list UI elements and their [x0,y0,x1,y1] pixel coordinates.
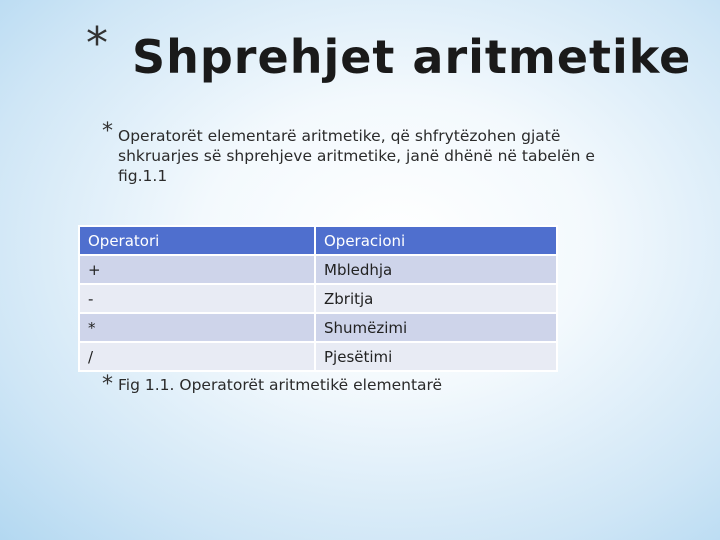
header-operator: Operatori [79,226,315,255]
table-row [79,255,557,284]
table-row [79,284,557,313]
operation-cell: Zbritja [315,284,557,313]
intro-bullet [102,119,604,186]
slide-title: Shprehjet aritmetike [132,30,692,84]
table-row [79,313,557,342]
operator-cell: - [79,284,315,313]
table-header-row [79,226,557,255]
operation-cell: Mbledhja [315,255,557,284]
table-row [79,342,557,371]
operators-table [78,225,558,372]
operation-cell: Shumëzimi [315,313,557,342]
figure-caption [102,372,564,397]
title-bullet-star: * [86,18,108,69]
operation-cell: Pjesëtimi [315,342,557,371]
caption-text: Fig 1.1. Operatorët aritmetikë elementarë [118,376,443,394]
operator-cell: + [79,255,315,284]
bullet-star-icon: * [102,119,113,144]
operator-cell: * [79,313,315,342]
bullet-star-icon: * [102,372,113,397]
operator-cell: / [79,342,315,371]
header-operation: Operacioni [315,226,557,255]
intro-text: Operatorët elementarë aritmetike, që shfrytëzohen gjatë shkruarjes së shprehjeve aritmetike, janë dhënë në tabelën e fig.1.1 [118,127,595,185]
